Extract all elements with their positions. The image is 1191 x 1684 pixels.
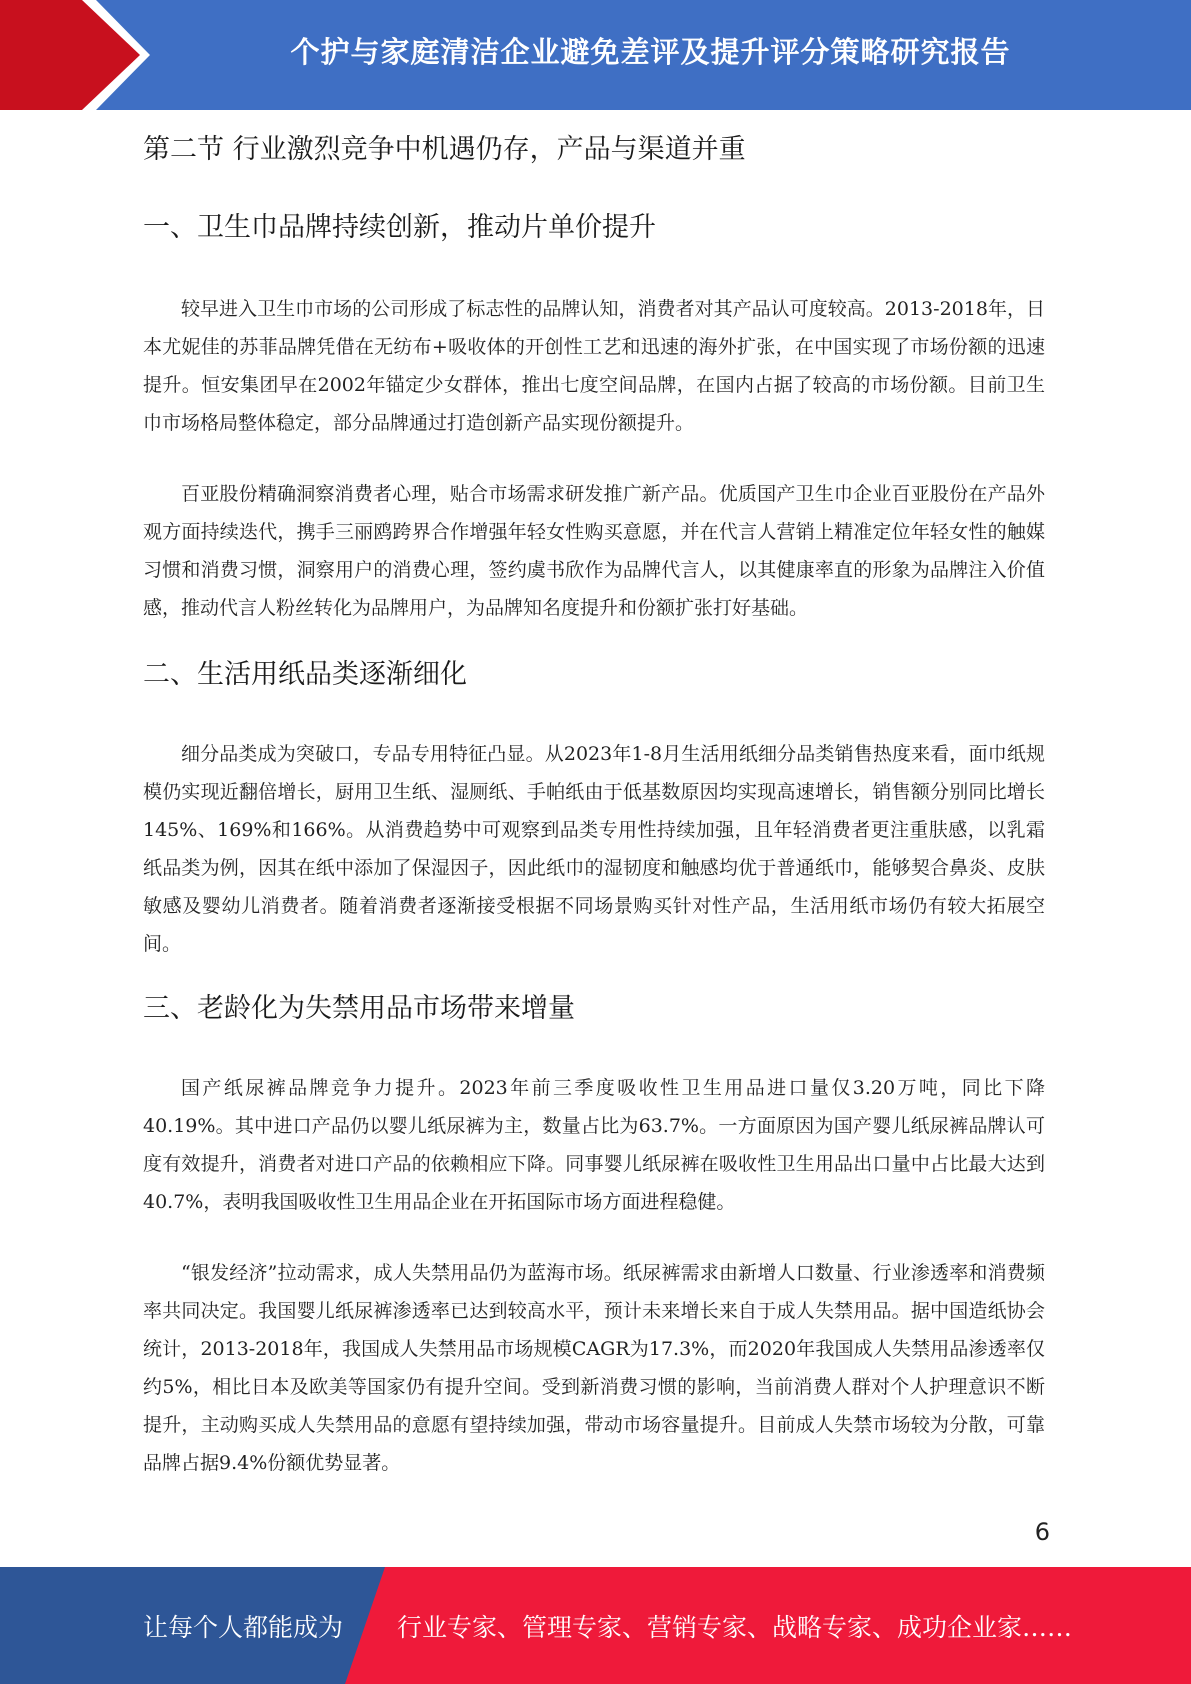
- footer-slogan-left: 让每个人都能成为: [143, 1612, 344, 1642]
- heading-incontinence: 三、老龄化为失禁用品市场带来增量: [143, 993, 575, 1024]
- page-number: 6: [1034, 1518, 1050, 1546]
- report-title: 个护与家庭清洁企业避免差评及提升评分策略研究报告: [290, 34, 1011, 69]
- heading-tissue-paper: 二、生活用纸品类逐渐细化: [143, 659, 467, 690]
- paragraph: “银发经济”拉动需求，成人失禁用品仍为蓝海市场。纸尿裤需求由新增人口数量、行业渗透率和消费频率共同决定。我国婴儿纸尿裤渗透率已达到较高水平，预计未来增长来自于成人失禁用品。据中国造纸协会统计，2013-2018年，我国成人失禁用品市场规模CAGR为17.3%，而2020年我国成人失禁用品渗透率仅约5%，相比日本及欧美等国家仍有提升空间。受到新消费习惯的影响，当前消费人群对个人护理意识不断提升，主动购买成人失禁用品的意愿有望持续加强，带动市场容量提升。目前成人失禁市场较为分散，可靠品牌占据9.4%份额优势显著。: [143, 1262, 1045, 1474]
- paragraph: 较早进入卫生巾市场的公司形成了标志性的品牌认知，消费者对其产品认可度较高。2013-2018年，日本尤妮佳的苏菲品牌凭借在无纺布+吸收体的开创性工艺和迅速的海外扩张，在中国实现了市场份额的迅速提升。恒安集团早在2002年锚定少女群体，推出七度空间品牌，在国内占据了较高的市场份额。目前卫生巾市场格局整体稳定，部分品牌通过打造创新产品实现份额提升。: [143, 298, 1045, 434]
- section-title: 第二节 行业激烈竞争中机遇仍存，产品与渠道并重: [143, 134, 746, 165]
- paragraph: 细分品类成为突破口，专品专用特征凸显。从2023年1-8月生活用纸细分品类销售热度来看，面巾纸规模仍实现近翻倍增长，厨用卫生纸、湿厕纸、手帕纸由于低基数原因均实现高速增长，销售额分别同比增长145%、169%和166%。从消费趋势中可观察到品类专用性持续加强，且年轻消费者更注重肤感，以乳霜纸品类为例，因其在纸中添加了保湿因子，因此纸巾的湿韧度和触感均优于普通纸巾，能够契合鼻炎、皮肤敏感及婴幼儿消费者。随着消费者逐渐接受根据不同场景购买针对性产品，生活用纸市场仍有较大拓展空间。: [143, 743, 1045, 955]
- paragraph: 百亚股份精确洞察消费者心理，贴合市场需求研发推广新产品。优质国产卫生巾企业百亚股份在产品外观方面持续迭代，携手三丽鸥跨界合作增强年轻女性购买意愿，并在代言人营销上精准定位年轻女性的触媒习惯和消费习惯，洞察用户的消费心理，签约虞书欣作为品牌代言人，以其健康率直的形象为品牌注入价值感，推动代言人粉丝转化为品牌用户，为品牌知名度提升和份额扩张打好基础。: [143, 483, 1045, 619]
- page-header: [0, 0, 1191, 110]
- header-red-chevron: [0, 0, 142, 110]
- heading-sanitary-napkin: 一、卫生巾品牌持续创新，推动片单价提升: [143, 212, 656, 243]
- page-content: [143, 128, 1045, 1482]
- footer-slogan-right: 行业专家、管理专家、营销专家、战略专家、成功企业家……: [397, 1612, 1073, 1642]
- paragraph: 国产纸尿裤品牌竞争力提升。2023年前三季度吸收性卫生用品进口量仅3.20万吨，同比下降40.19%。其中进口产品仍以婴儿纸尿裤为主，数量占比为63.7%。一方面原因为国产婴儿纸尿裤品牌认可度有效提升，消费者对进口产品的依赖相应下降。同事婴儿纸尿裤在吸收性卫生用品出口量中占比最大达到40.7%，表明我国吸收性卫生用品企业在开拓国际市场方面进程稳健。: [143, 1077, 1045, 1213]
- page-footer: [0, 1567, 1191, 1684]
